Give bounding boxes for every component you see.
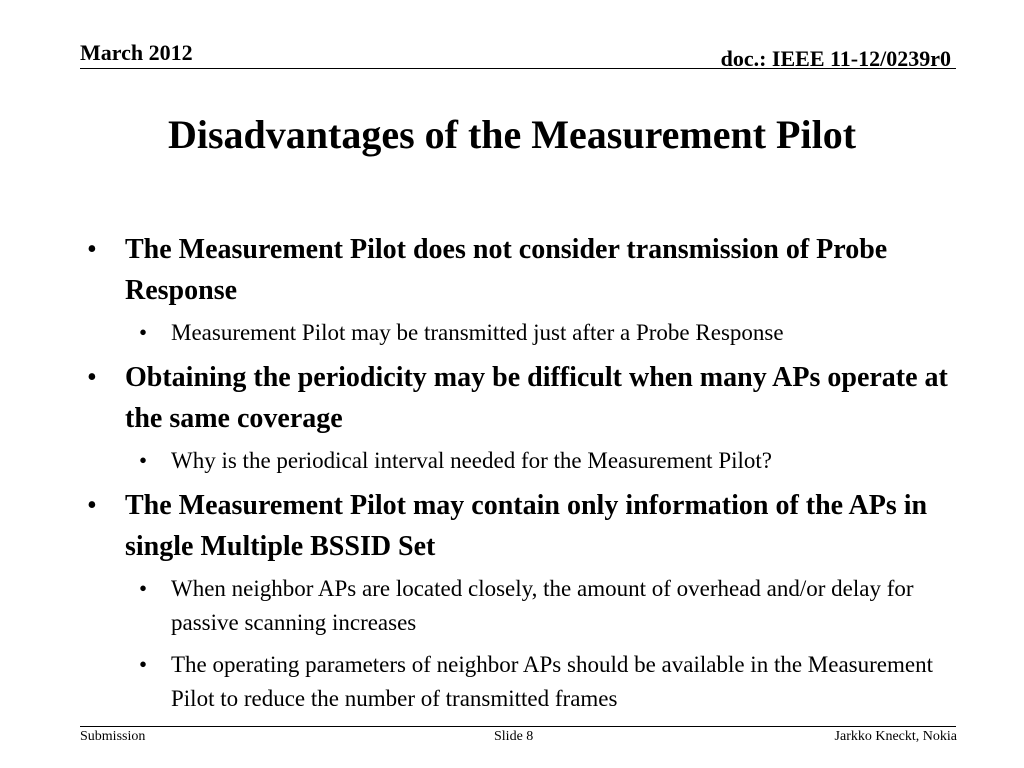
sub-bullet-1-1 — [80, 316, 950, 350]
sub-bullet-1-1-text: Measurement Pilot may be transmitted just after a Probe Response — [171, 320, 784, 345]
sub-bullet-3-1-text: When neighbor APs are located closely, the amount of overhead and/or delay for passive scanning increases — [171, 576, 914, 635]
sub-bullet-3-1 — [80, 572, 950, 640]
bullet-dot-icon: • — [139, 448, 148, 473]
bullet-2 — [80, 357, 950, 439]
bullet-dot-icon: • — [87, 362, 97, 393]
bullet-dot-icon: • — [139, 320, 148, 345]
footer-divider — [80, 726, 956, 727]
footer-submission: Submission — [80, 729, 146, 744]
header-date: March 2012 — [80, 40, 193, 65]
slide-body — [80, 229, 950, 716]
bullet-dot-icon: • — [87, 234, 97, 265]
bullet-3-text: The Measurement Pilot may contain only information of the APs in single Multiple BSSID Set — [125, 490, 928, 562]
footer-author: Jarkko Kneckt, Nokia — [834, 729, 957, 744]
sub-bullet-3-2-text: The operating parameters of neighbor APs should be available in the Measurement Pilot to reduce the number of transmitted frames — [171, 652, 933, 711]
bullet-dot-icon: • — [139, 576, 148, 601]
sub-bullet-2-1-text: Why is the periodical interval needed for the Measurement Pilot? — [171, 448, 772, 473]
sub-bullet-2-1 — [80, 444, 950, 478]
bullet-3 — [80, 485, 950, 567]
slide-title: Disadvantages of the Measurement Pilot — [167, 112, 857, 157]
bullet-1 — [80, 229, 950, 311]
header-divider — [80, 68, 956, 69]
bullet-dot-icon: • — [87, 490, 97, 521]
header-doc-id: doc.: IEEE 11-12/0239r0 — [720, 46, 951, 71]
bullet-2-text: Obtaining the periodicity may be difficult when many APs operate at the same coverage — [125, 362, 948, 434]
bullet-1-text: The Measurement Pilot does not consider transmission of Probe Response — [125, 234, 888, 306]
bullet-dot-icon: • — [139, 652, 148, 677]
sub-bullet-3-2 — [80, 648, 950, 716]
footer-slide-number: Slide 8 — [494, 729, 534, 744]
